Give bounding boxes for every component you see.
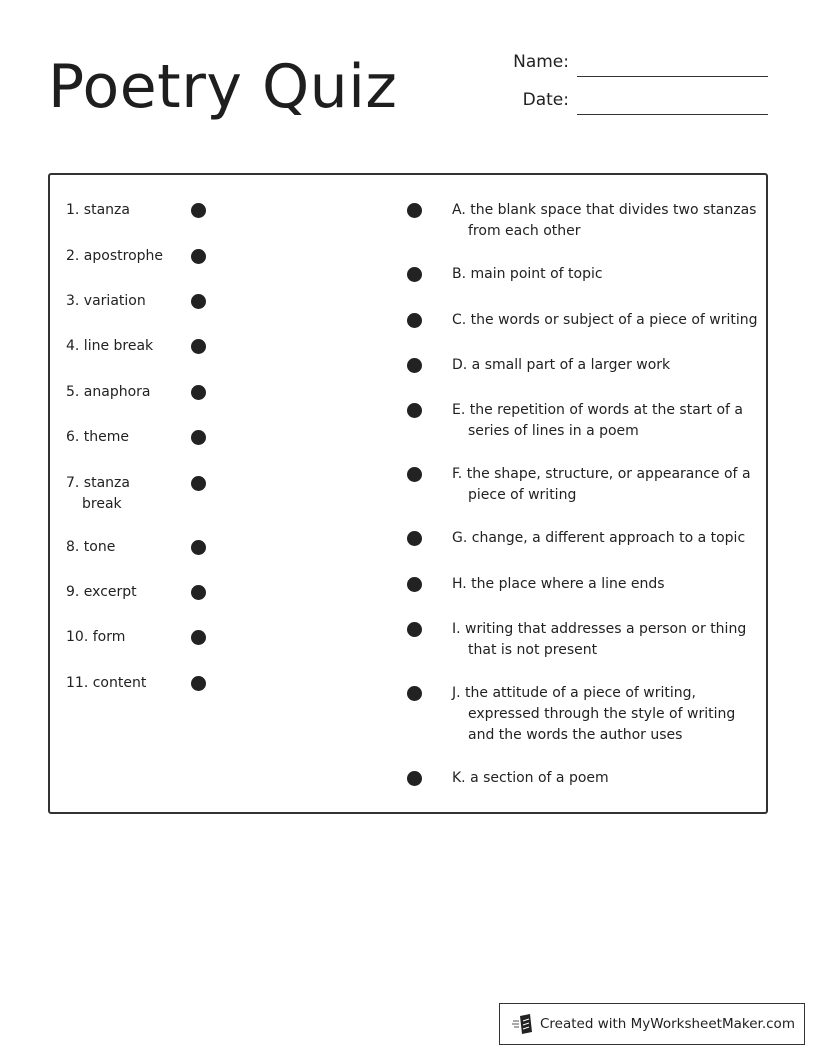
term-match-dot[interactable]: [191, 339, 206, 354]
definition-text: K. a section of a poem: [452, 770, 609, 786]
term-item: [66, 537, 176, 558]
term-match-dot[interactable]: [191, 540, 206, 555]
definition-match-dot[interactable]: [407, 403, 422, 418]
definition-text: H. the place where a line ends: [452, 576, 665, 592]
definition-item: [452, 768, 762, 789]
name-field[interactable]: [577, 76, 768, 77]
definition-match-dot[interactable]: [407, 267, 422, 282]
definition-text: G. change, a different approach to a topic: [452, 530, 746, 546]
definition-match-dot[interactable]: [407, 577, 422, 592]
definition-text: A. the blank space that divides two stanzas: [452, 202, 757, 218]
definition-item: [452, 464, 762, 506]
term-item: [66, 473, 176, 515]
term-text: 9. excerpt: [66, 584, 137, 600]
definition-text: I. writing that addresses a person or thing: [452, 621, 747, 637]
term-text: break: [82, 496, 122, 512]
term-item: [66, 336, 176, 357]
definition-item: [452, 528, 762, 549]
term-item: [66, 427, 176, 448]
date-field[interactable]: [577, 114, 768, 115]
definition-text: J. the attitude of a piece of writing,: [452, 685, 696, 701]
term-match-dot[interactable]: [191, 294, 206, 309]
term-text: 5. anaphora: [66, 384, 151, 400]
definition-text: piece of writing: [468, 487, 577, 503]
term-text: 10. form: [66, 629, 126, 645]
definition-item: [452, 200, 762, 242]
definition-item: [452, 264, 762, 285]
footer-credit: [499, 1003, 805, 1045]
definition-match-dot[interactable]: [407, 622, 422, 637]
definition-item: [452, 619, 762, 661]
definition-text: F. the shape, structure, or appearance of a: [452, 466, 751, 482]
definition-text: that is not present: [468, 642, 598, 658]
worksheet-logo-icon: [512, 1013, 534, 1035]
definition-match-dot[interactable]: [407, 358, 422, 373]
term-text: 11. content: [66, 675, 147, 691]
term-item: [66, 382, 176, 403]
page-title: Poetry Quiz: [48, 52, 398, 122]
definition-text: and the words the author uses: [468, 727, 683, 743]
term-text: 8. tone: [66, 539, 116, 555]
term-item: [66, 582, 176, 603]
term-match-dot[interactable]: [191, 203, 206, 218]
term-item: [66, 200, 176, 221]
definition-match-dot[interactable]: [407, 467, 422, 482]
definition-match-dot[interactable]: [407, 686, 422, 701]
definition-text: D. a small part of a larger work: [452, 357, 671, 373]
definition-item: [452, 574, 762, 595]
term-item: [66, 627, 176, 648]
term-match-dot[interactable]: [191, 630, 206, 645]
term-text: 1. stanza: [66, 202, 130, 218]
term-text: 2. apostrophe: [66, 248, 164, 264]
term-text: 4. line break: [66, 338, 154, 354]
date-label: Date:: [522, 90, 569, 110]
definition-match-dot[interactable]: [407, 313, 422, 328]
term-item: [66, 673, 176, 694]
definition-match-dot[interactable]: [407, 771, 422, 786]
term-item: [66, 246, 176, 267]
definition-text: expressed through the style of writing: [468, 706, 736, 722]
term-match-dot[interactable]: [191, 249, 206, 264]
definition-text: C. the words or subject of a piece of writing: [452, 312, 758, 328]
definition-item: [452, 400, 762, 442]
definition-text: series of lines in a poem: [468, 423, 639, 439]
definition-match-dot[interactable]: [407, 203, 422, 218]
term-match-dot[interactable]: [191, 585, 206, 600]
definition-item: [452, 355, 762, 376]
definition-text: B. main point of topic: [452, 266, 603, 282]
term-match-dot[interactable]: [191, 476, 206, 491]
definition-text: from each other: [468, 223, 581, 239]
footer-text: Created with MyWorksheetMaker.com: [540, 1016, 795, 1032]
term-text: 6. theme: [66, 429, 130, 445]
definition-match-dot[interactable]: [407, 531, 422, 546]
term-text: 3. variation: [66, 293, 146, 309]
term-item: [66, 291, 176, 312]
term-match-dot[interactable]: [191, 385, 206, 400]
definition-item: [452, 683, 762, 746]
definition-item: [452, 310, 762, 331]
term-match-dot[interactable]: [191, 676, 206, 691]
name-label: Name:: [513, 52, 569, 72]
term-text: 7. stanza: [66, 475, 130, 491]
term-match-dot[interactable]: [191, 430, 206, 445]
definition-text: E. the repetition of words at the start of a: [452, 402, 744, 418]
